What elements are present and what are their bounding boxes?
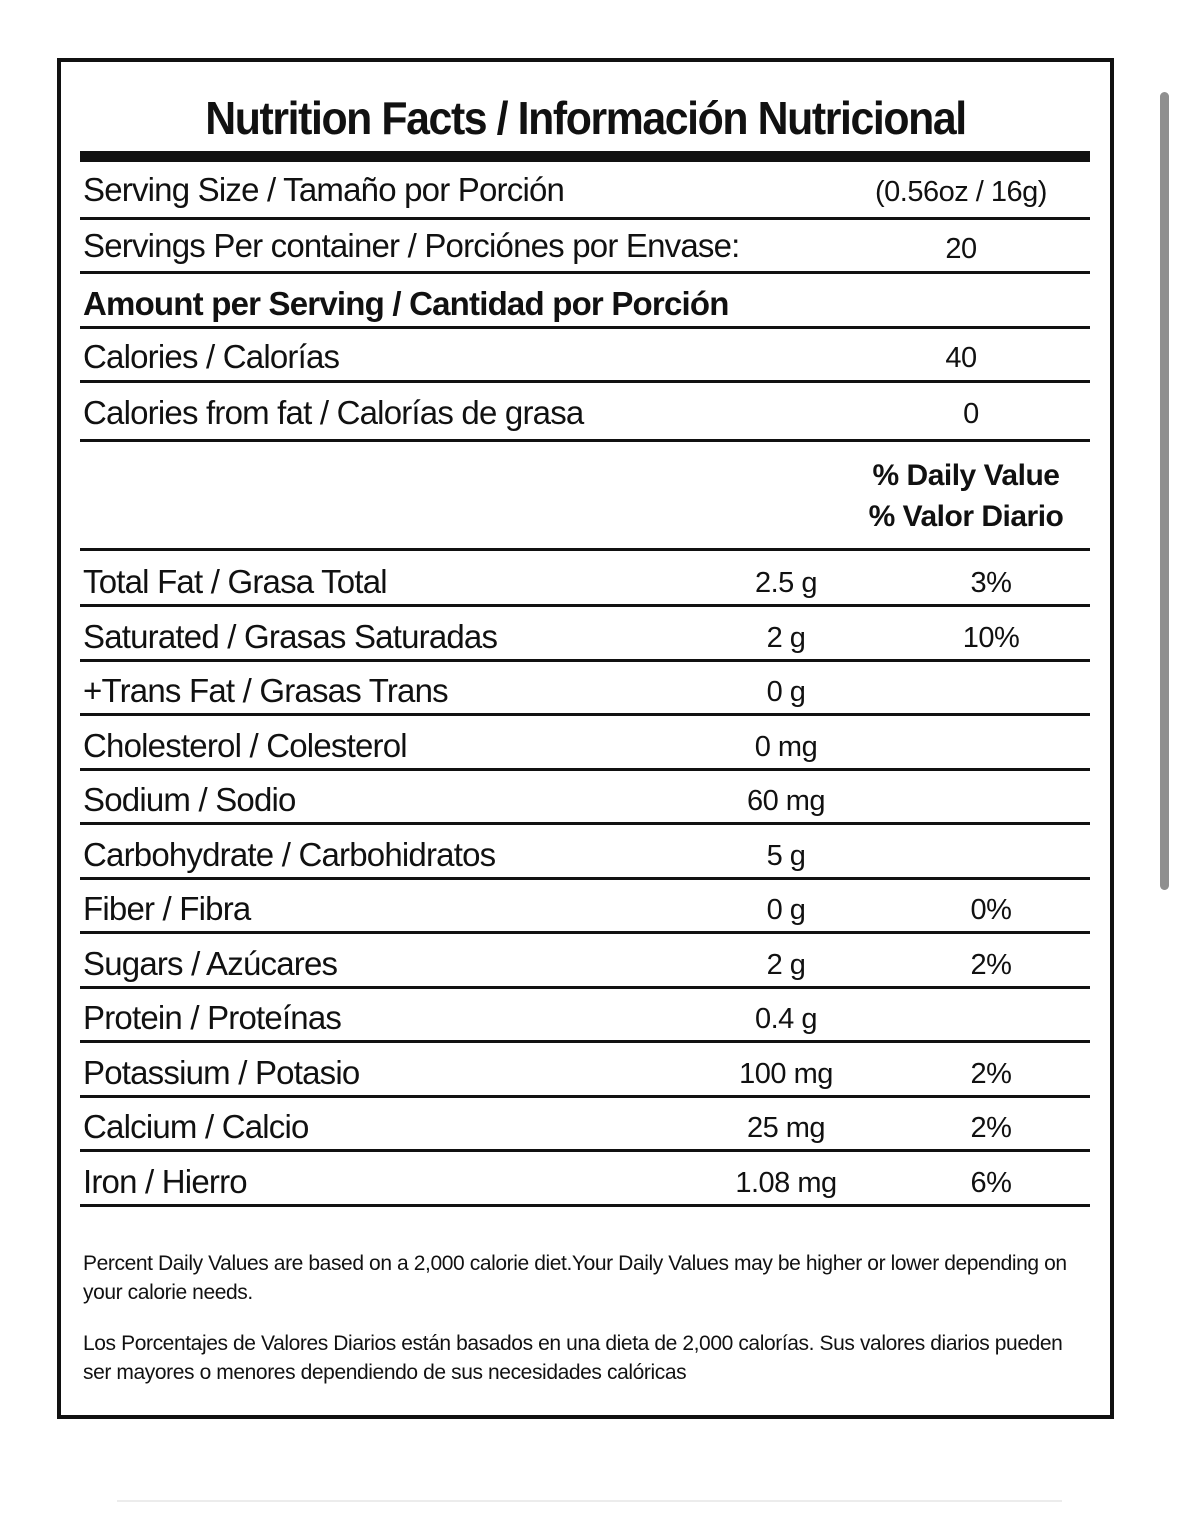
nutrient-amount: 100 mg (739, 1058, 833, 1090)
nutrient-label: Iron / Hierro (83, 1163, 247, 1200)
title-divider (80, 151, 1090, 162)
divider (80, 439, 1090, 442)
nutrient-label: Saturated / Grasas Saturadas (83, 618, 498, 655)
panel-title: Nutrition Facts / Información Nutricional (205, 92, 966, 144)
nutrient-amount: 2.5 g (755, 567, 817, 599)
nutrient-label: Sodium / Sodio (83, 781, 296, 818)
nutrient-label: Cholesterol / Colesterol (83, 727, 407, 764)
nutrient-label: Protein / Proteínas (83, 999, 342, 1036)
calories-value: 40 (945, 342, 977, 374)
daily-value-header: % Daily Value (872, 459, 1060, 492)
nutrient-daily-value: 10% (962, 622, 1020, 654)
nutrient-amount: 60 mg (746, 785, 826, 817)
nutrient-label: +Trans Fat / Grasas Trans (83, 672, 448, 709)
nutrient-amount: 2 g (766, 622, 806, 654)
nutrient-label: Fiber / Fibra (83, 890, 251, 927)
valor-diario-header: % Valor Diario (868, 500, 1064, 533)
divider (80, 768, 1090, 771)
divider (80, 1149, 1090, 1152)
divider (80, 548, 1090, 551)
servings-per-container-label: Servings Per container / Porciónes por Envase: (83, 227, 740, 264)
nutrient-daily-value: 6% (970, 1167, 1012, 1199)
nutrient-amount: 0 g (766, 676, 806, 708)
nutrition-facts-panel (57, 58, 1114, 1419)
divider (80, 1095, 1090, 1098)
divider (80, 713, 1090, 716)
calories-from-fat-value: 0 (963, 398, 979, 430)
divider (80, 931, 1090, 934)
nutrient-daily-value: 0% (970, 894, 1012, 926)
divider (80, 217, 1090, 220)
nutrient-amount: 1.08 mg (735, 1167, 837, 1199)
divider (80, 1040, 1090, 1043)
nutrient-daily-value: 2% (970, 949, 1012, 981)
nutrient-label: Potassium / Potasio (83, 1054, 360, 1091)
divider (80, 326, 1090, 329)
nutrient-daily-value: 2% (970, 1112, 1012, 1144)
divider (80, 271, 1090, 274)
divider (80, 986, 1090, 989)
nutrient-amount: 2 g (766, 949, 806, 981)
divider (80, 877, 1090, 880)
nutrient-label: Carbohydrate / Carbohidratos (83, 836, 496, 873)
nutrient-amount: 5 g (766, 840, 806, 872)
nutrient-amount: 25 mg (746, 1112, 826, 1144)
servings-per-container-value: 20 (945, 233, 977, 265)
nutrient-label: Sugars / Azúcares (83, 945, 338, 982)
serving-size-label: Serving Size / Tamaño por Porción (83, 171, 565, 208)
nutrient-daily-value: 3% (970, 567, 1012, 599)
scrollbar[interactable] (1160, 92, 1169, 890)
divider (80, 604, 1090, 607)
footnote-english: Percent Daily Values are based on a 2,000 calorie diet.Your Daily Values may be higher or lower depending on your calorie needs. (83, 1252, 1067, 1304)
calories-label: Calories / Calorías (83, 338, 340, 375)
divider (80, 822, 1090, 825)
nutrient-amount: 0.4 g (755, 1003, 817, 1035)
serving-size-value: (0.56oz / 16g) (875, 176, 1047, 208)
divider (80, 659, 1090, 662)
footnote-spanish: Los Porcentajes de Valores Diarios están basados en una dieta de 2,000 calorías. Sus valores diarios pueden ser mayores o menores dependiendo de sus necesidades calóricas (83, 1332, 1063, 1384)
amount-per-serving-heading: Amount per Serving / Cantidad por Porción (83, 285, 729, 322)
nutrient-amount: 0 mg (754, 731, 818, 763)
nutrient-amount: 0 g (766, 894, 806, 926)
nutrient-label: Total Fat / Grasa Total (83, 563, 387, 600)
calories-from-fat-label: Calories from fat / Calorías de grasa (83, 394, 584, 431)
divider (80, 1204, 1090, 1207)
divider (80, 380, 1090, 383)
nutrient-label: Calcium / Calcio (83, 1108, 309, 1145)
page-divider (117, 1500, 1062, 1502)
nutrient-daily-value: 2% (970, 1058, 1012, 1090)
